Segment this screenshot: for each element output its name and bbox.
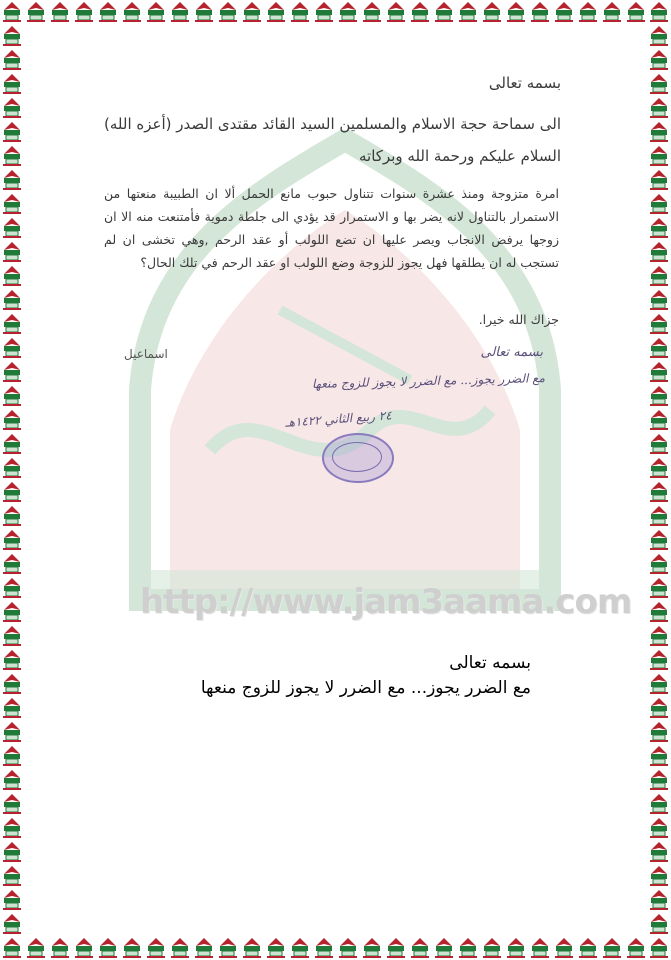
typed-answer-text: مع الضرر يجوز... مع الضرر لا يجوز للزوج منعها	[200, 678, 531, 698]
handwritten-salutation: بسمه تعالى	[480, 345, 543, 360]
letter-question-body: امرة متزوجة ومنذ عشرة سنوات تتناول حبوب مانع الحمل ألا ان الطبيبة منعتها من الاستمرار بالتناول لانه يضر بها و الاستمرار قد يؤدي الى جلطة دموية فأمتنعت منه الا ان زوجها يرفض الانجاب ويصر عليها ان تضع اللولب أو عقد الرحم ,وهي تخشى ان لم تستجب له ان يطلقها فهل يجوز للزوجة وضع اللولب او عقد الرحم في تلك الحال؟	[104, 186, 559, 270]
letter-address: الى سماحة حجة الاسلام والمسلمين السيد القائد مقتدى الصدر (أعزه الله)	[104, 115, 561, 133]
border-ornament-bottom	[0, 936, 671, 960]
letter-thanks: جزاك الله خيرا.	[478, 312, 559, 327]
letter-greeting: السلام عليكم ورحمة الله وبركاته	[359, 147, 561, 165]
office-seal-stamp	[322, 433, 394, 483]
letter-signer-name: اسماعيل	[124, 347, 168, 361]
border-ornament-left	[0, 0, 24, 960]
handwritten-date: ٢٤ ربيع الثاني ١٤٢٢هـ	[284, 408, 393, 430]
border-ornament-right	[647, 0, 671, 960]
decorative-border-left	[0, 0, 24, 960]
decorative-border-top	[0, 0, 671, 24]
decorative-border-right	[647, 0, 671, 960]
typed-answer-salutation: بسمه تعالى	[449, 653, 531, 673]
decorative-border-bottom	[0, 936, 671, 960]
letter-salutation: بسمه تعالى	[488, 74, 561, 92]
border-ornament-top	[0, 0, 671, 24]
handwritten-reply: مع الضرر يجوز... مع الضرر لا يجوز للزوج منعها	[311, 370, 546, 392]
watermark-url: http://www.jam3aama.com	[140, 582, 632, 622]
stamp-inner-ring	[332, 442, 382, 472]
